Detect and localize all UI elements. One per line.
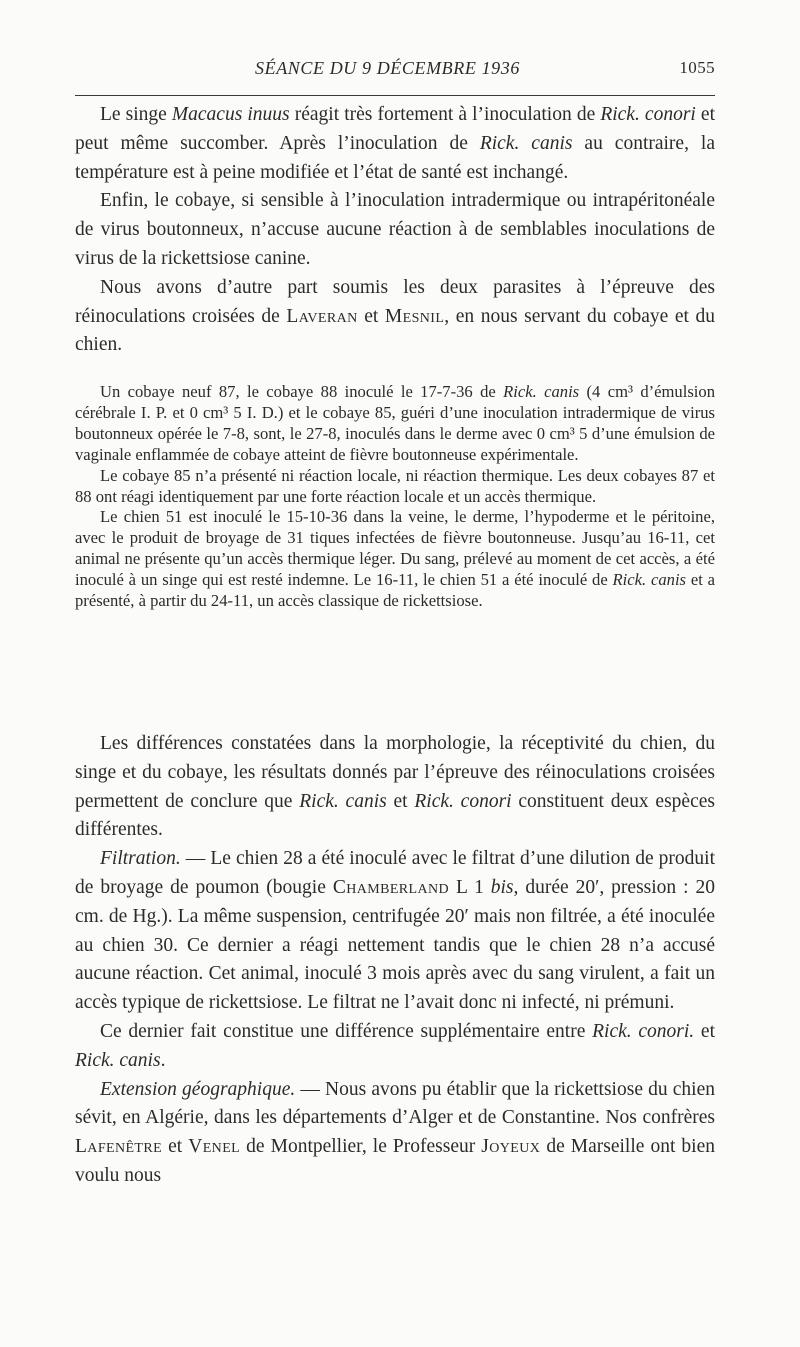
paragraph-guinea-pig	[75, 187, 715, 273]
author-name: Joyeux	[481, 1136, 541, 1158]
text-run: au contraire, la température est à peine modifiée et l’état de santé est inchangé.	[75, 132, 715, 183]
italic-text: Macacus inuus	[171, 104, 290, 125]
italic-text: Rick. canis	[479, 132, 573, 154]
text-run: et a présenté, à partir du 24-11, un accès classique de rickettsiose.	[75, 570, 716, 611]
text-run: de Montpellier, le Professeur	[240, 1136, 482, 1158]
text-run: et	[386, 790, 415, 812]
italic-text: Rick. canis	[75, 1049, 161, 1071]
italic-text: Extension géographique.	[100, 1078, 296, 1100]
text-run: Le singe	[100, 104, 172, 125]
text-run: et	[162, 1136, 189, 1158]
text-run: réagit très fortement à l’inoculation de	[289, 104, 601, 125]
text-run: de Marseille ont bien voulu nous	[75, 1136, 715, 1186]
italic-text: Rick. canis	[612, 570, 687, 590]
header-rule	[75, 95, 715, 96]
main-section	[75, 730, 715, 1250]
running-title: SÉANCE DU 9 DÉCEMBRE 1936	[255, 58, 520, 78]
text-run: Les différences constatées dans la morphologie, la réceptivité du chien, du singe et du cobaye, les résultats donnés par l’épreuve des réinoculations croisées permettent de conclure que	[75, 733, 715, 812]
paragraph-cross-reinoculation	[75, 274, 715, 360]
text-run: L 1	[449, 876, 491, 898]
italic-text: Rick. conori	[414, 790, 512, 812]
note-guinea-pig-result	[75, 466, 715, 508]
text-run: et	[694, 1020, 715, 1042]
italic-text: Rick. conori.	[592, 1020, 695, 1042]
text-run: Nous avons d’autre part soumis les deux parasites à l’épreuve des réinoculations croisées de	[75, 276, 715, 327]
text-run: , en nous servant du cobaye et du chien.	[75, 305, 715, 356]
italic-text: Rick. canis	[299, 790, 387, 812]
intro-section	[75, 101, 715, 361]
paragraph-supplementary-difference	[75, 1018, 715, 1076]
italic-text: Filtration.	[100, 848, 181, 870]
text-run: constituent deux espèces différentes.	[75, 790, 715, 841]
author-name: Mesnil	[384, 305, 445, 327]
note-guinea-pig-inoculation	[75, 382, 715, 466]
paragraph-geographic-extension	[75, 1076, 715, 1191]
page-header	[75, 58, 715, 88]
note-dog-51	[75, 507, 715, 612]
text-run: Enfin, le cobaye, si sensible à l’inoculation intradermique ou intrapéritonéale de virus boutonneux, n’accuse aucune réaction à de semblables inoculations de virus de la rickettsiose canine.	[75, 190, 715, 269]
italic-text: Rick. canis	[503, 382, 580, 401]
text-run: Un cobaye neuf 87, le cobaye 88 inoculé le 17-7-36 de	[100, 382, 504, 401]
text-run: et	[357, 305, 385, 327]
paragraph-monkey-reaction	[75, 101, 715, 187]
text-run: , durée 20′, pression : 20 cm. de Hg.). La même suspension, centrifugée 20′ mais non filtrée, a été inoculée au chien 30. Ce dernier a réagi nettement tandis que le chien 28 n’a accusé aucune réaction. Cet animal, inoculé 3 mois après avec du sang virulent, a fait un accès typique de rickettsiose. Le filtrat ne l’avait donc ni infecté, ni prémuni.	[75, 876, 715, 1014]
text-run: — Nous avons pu établir que la rickettsiose du chien sévit, en Algérie, dans les départements d’Alger et de Constantine. Nos confrères	[75, 1078, 716, 1129]
author-name: Laveran	[286, 305, 358, 327]
text-run: Le chien 51 est inoculé le 15-10-36 dans la veine, le derme, l’hypoderme et le péritoine, avec le produit de broyage de 31 tiques infectées de fièvre boutonneuse. Jusqu’au 16-11, cet animal ne présente qu’un accès thermique léger. Du sang, prélevé au moment de cet accès, a été inoculé à un singe qui est resté indemne. Le 16-11, le chien 51 a été inoculé de	[75, 507, 715, 590]
text-run: et peut même succomber. Après l’inoculation de	[75, 104, 715, 154]
paragraph-filtration	[75, 845, 715, 1018]
text-run: Ce dernier fait constitue une différence supplémentaire entre	[100, 1020, 593, 1042]
text-run: .	[160, 1049, 166, 1071]
italic-text: bis	[490, 876, 514, 898]
experiment-notes	[75, 382, 715, 710]
author-name: Chamberland	[332, 876, 449, 898]
italic-text: Rick. conori	[600, 104, 696, 125]
text-run: Le cobaye 85 n’a présenté ni réaction locale, ni réaction thermique. Les deux cobayes 87 et 88 ont réagi identiquement par une forte réaction locale et un accès thermique.	[75, 465, 715, 506]
author-name: Venel	[188, 1136, 241, 1158]
text-run: (4 cm³ d’émulsion cérébrale I. P. et 0 cm³ 5 I. D.) et le cobaye 85, guéri d’une inoculation intradermique de virus boutonneux opérée le 7-8, sont, le 27-8, inoculés dans le derme avec 0 cm³ 5 d’une émulsion de vaginale enflammée de cobaye atteint de fièvre boutonneuse expérimentale.	[75, 382, 715, 464]
paragraph-conclusion-species	[75, 730, 715, 845]
text-run: — Le chien 28 a été inoculé avec le filtrat d’une dilution de produit de broyage de poumon (bougie	[75, 848, 715, 898]
page-number: 1055	[679, 58, 715, 77]
author-name: Lafenêtre	[75, 1136, 163, 1158]
